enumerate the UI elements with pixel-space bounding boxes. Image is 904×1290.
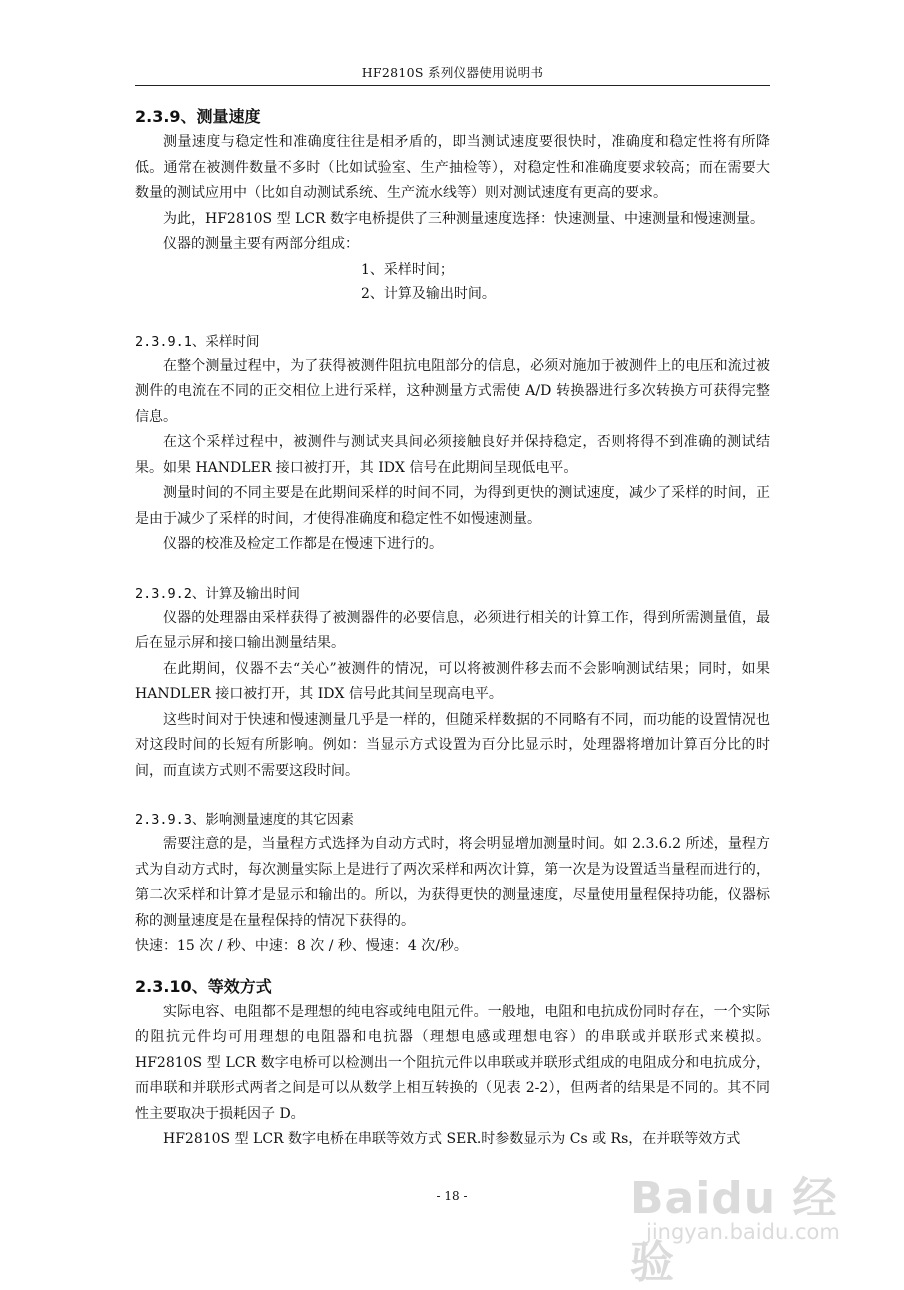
paragraph: HF2810S 型 LCR 数字电桥在串联等效方式 SER.时参数显示为 Cs 或 Rs，在并联等效方式 [163,1131,741,1147]
page-header [135,63,770,86]
paragraph: 在此期间，仪器不去“关心”被测件的情况，可以将被测件移去而不会影响测试结果；同时，如果 HANDLER 接口被打开，其 IDX 信号此其间呈现高电平。 [135,660,770,702]
section-heading-2-3-9-3: 2.3.9.3、影响测量速度的其它因素 [135,812,354,828]
watermark-url: jingyan.baidu.com [646,1220,840,1244]
list-item: 1、采样时间； [361,261,454,278]
paragraph: 在整个测量过程中，为了获得被测件阻抗电阻部分的信息，必须对施加于被测件上的电压和流过被测件的电流在不同的正交相位上进行采样，这种测量方式需使 A/D 转换器进行多次转换方可获得完整信息。 [135,357,770,425]
baidu-watermark [622,1162,872,1288]
paragraph: 仪器的测量主要有两部分组成： [163,236,359,252]
document-body [135,104,770,1153]
paragraph: 实际电容、电阻都不是理想的纯电容或纯电阻元件。一般地，电阻和电抗成份同时存在，一个实际的阻抗元件均可用理想的电阻器和电抗器（理想电感或理想电容）的串联或并联形式来模拟。HF2810S 型 LCR 数字电桥可以检测出一个阻抗元件以串联或并联形式组成的电阻成分和电抗成分，而串联和并联形式两者之间是可以从数学上相互转换的（见表 2-2），但两者的结果是不同的。其不同性主要取决于损耗因子 D。 [135,1003,770,1122]
section-heading-2-3-9-1: 2.3.9.1、采样时间 [135,333,260,350]
section-heading-2-3-10: 2.3.10、等效方式 [135,976,272,996]
paragraph: 测量速度与稳定性和准确度往往是相矛盾的，即当测试速度要很快时，准确度和稳定性将有所降低。通常在被测件数量不多时（比如试验室、生产抽检等），对稳定性和准确度要求较高；而在需要大数量的测试应用中（比如自动测试系统、生产流水线等）则对测试速度有更高的要求。 [135,134,770,201]
paragraph: 测量时间的不同主要是在此期间采样的时间不同，为得到更快的测试速度，减少了采样的时间，正是由于减少了采样的时间，才使得准确度和稳定性不如慢速测量。 [135,485,770,527]
header-title: HF2810S 系列仪器使用说明书 [361,65,544,80]
paragraph: 为此，HF2810S 型 LCR 数字电桥提供了三种测量速度选择：快速测量、中速测量和慢速测量。 [163,210,765,227]
paragraph: 这些时间对于快速和慢速测量几乎是一样的，但随采样数据的不同略有不同，而功能的设置情况也对这段时间的长短有所影响。例如：当显示方式设置为百分比显示时，处理器将增加计算百分比的时间，而直读方式则不需要这段时间。 [135,711,770,779]
section-heading-2-3-9: 2.3.9、测量速度 [135,107,261,126]
paragraph: 需要注意的是，当量程方式选择为自动方式时，将会明显增加测量时间。如 2.3.6.2 所述，量程方式为自动方式时，每次测量实际上是进行了两次采样和两次计算，第一次是为设置适当量程而进行的，第二次采样和计算才是显示和输出的。所以，为获得更快的测量速度，尽量使用量程保持功能，仪器标称的测量速度是在量程保持的情况下获得的。 [135,836,770,929]
speed-values: 快速：15 次 / 秒、中速：8 次 / 秒、慢速：4 次/秒。 [135,938,468,954]
watermark-logo: Baidu 经验 [630,1173,838,1288]
page-number: - 18 - [436,1189,468,1203]
section-heading-2-3-9-2: 2.3.9.2、计算及输出时间 [135,585,300,602]
paragraph: 仪器的处理器由采样获得了被测器件的必要信息，必须进行相关的计算工作，得到所需测量值，最后在显示屏和接口输出测量结果。 [135,609,770,651]
paragraph: 在这个采样过程中，被测件与测试夹具间必须接触良好并保持稳定，否则将得不到准确的测试结果。如果 HANDLER 接口被打开，其 IDX 信号在此期间呈现低电平。 [135,434,770,476]
list-item: 2、计算及输出时间。 [361,285,496,302]
paragraph: 仪器的校准及检定工作都是在慢速下进行的。 [163,536,443,552]
